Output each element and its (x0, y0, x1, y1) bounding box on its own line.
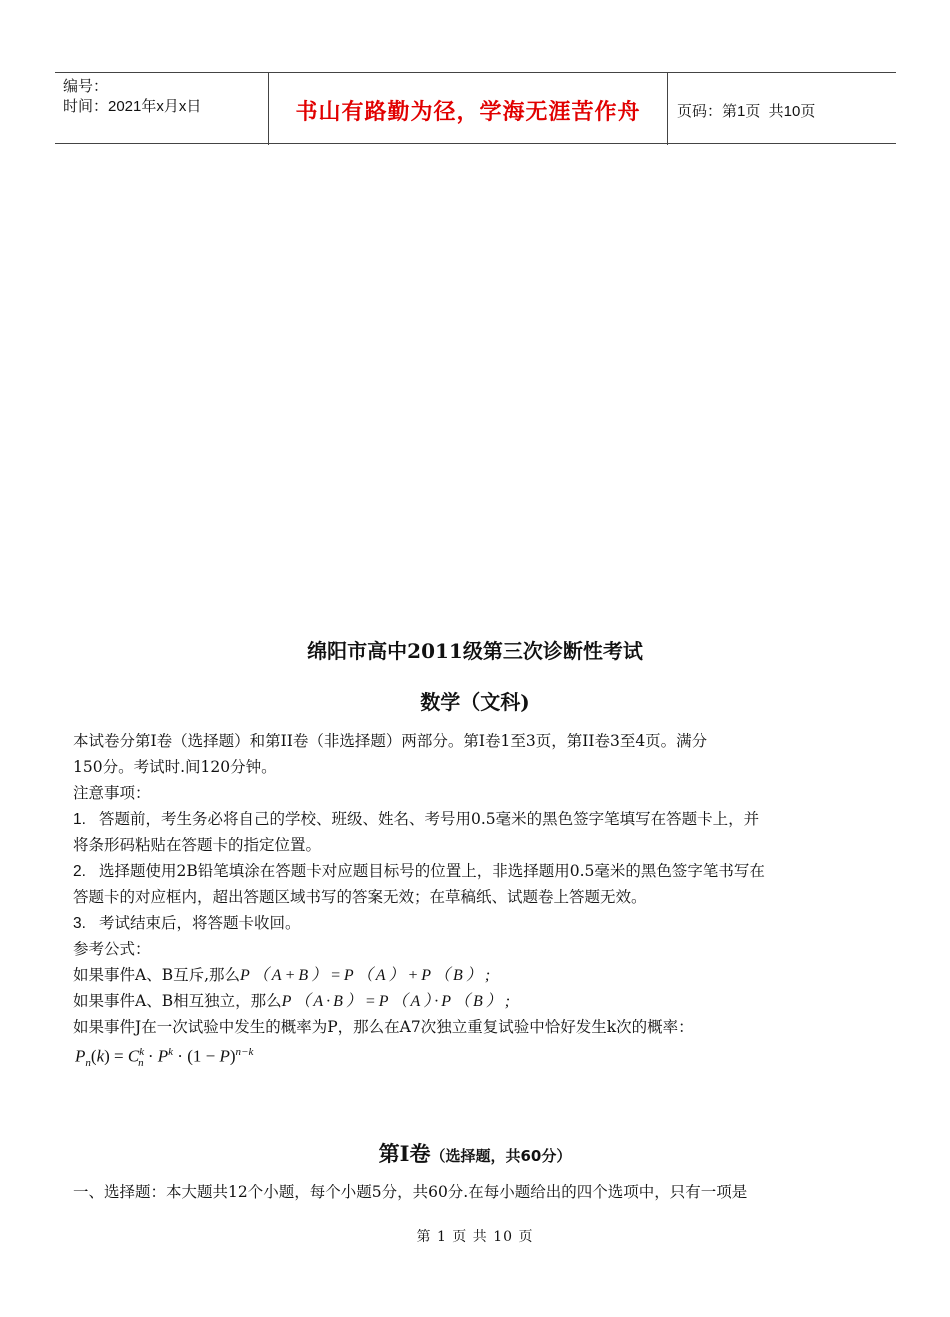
header-motto: 书山有路勤为径，学海无涯苦作舟 (295, 100, 641, 125)
instructions (73, 728, 883, 1040)
header-page-info: 页码：第1页 共10页 (677, 103, 816, 120)
binomial-formula: $P_n(k) = C^k_n \cdot P^k \cdot (1 - P)^{n-k}$ (75, 1046, 254, 1070)
formula-independent: 如果事件A、B相互独立，那么P（A·B）=P（A）·P（B）; (73, 992, 514, 1010)
formula-exclusive-expr: P（A+B）=P（A）+P（B）; (240, 967, 494, 984)
formula-binomial-text: 如果事件J在一次试验中发生的概率为P，那么在A7次独立重复试验中恰好发生k次的概率： (73, 1018, 694, 1036)
notice-item-2: 2. 选择题使用2B铅笔填涂在答题卡对应题目标号的位置上，非选择题用0.5毫米的黑色签字笔书写在 (73, 858, 883, 884)
formula-heading: 参考公式： (73, 940, 151, 958)
question-section-intro: 一、选择题：本大题共12个小题，每个小题5分，共60分.在每小题给出的四个选项中，只有一项是 (73, 1183, 748, 1201)
item-number: 2. (73, 863, 86, 880)
item-number: 3. (73, 915, 86, 932)
subject-title: 数学（文科) (420, 690, 530, 714)
notice-item-2-cont: 答题卡的对应框内，超出答题区域书写的答案无效；在草稿纸、试题卷上答题无效。 (73, 888, 647, 906)
header-divider (667, 73, 668, 145)
page-header (55, 72, 896, 144)
header-meta (63, 77, 201, 117)
section-title-note: （选择题，共60分） (430, 1147, 572, 1165)
section-title (0, 1138, 950, 1168)
notice-item-1: 1. 答题前，考生务必将自己的学校、班级、姓名、考号用0.5毫米的黑色签字笔填写在答题卡上，并 (73, 806, 883, 832)
formula-independent-expr: P（A·B）=P（A）·P（B）; (281, 993, 514, 1010)
item-number: 1. (73, 811, 86, 828)
section-title-main: 第I卷 (378, 1141, 431, 1166)
page-footer: 第 1 页 共 10 页 (416, 1229, 534, 1245)
intro-line: 150分。考试时.间120分钟。 (73, 758, 277, 776)
notice-item-1-cont: 将条形码粘贴在答题卡的指定位置。 (73, 836, 322, 854)
notice-heading: 注意事项： (73, 784, 151, 802)
exam-title: 绵阳市高中2011级第三次诊断性考试 (307, 639, 643, 663)
formula-exclusive: 如果事件A、B互斥,那么P（A+B）=P（A）+P（B）; (73, 966, 494, 984)
intro-line: 本试卷分第I卷（选择题）和第II卷（非选择题）两部分。第I卷1至3页，第II卷3至4页。满分 (73, 732, 708, 750)
number-label: 编号： (63, 78, 109, 95)
notice-item-3: 3. 考试结束后，将答题卡收回。 (73, 910, 883, 936)
time-label: 时间：2021年x月x日 (63, 98, 202, 115)
